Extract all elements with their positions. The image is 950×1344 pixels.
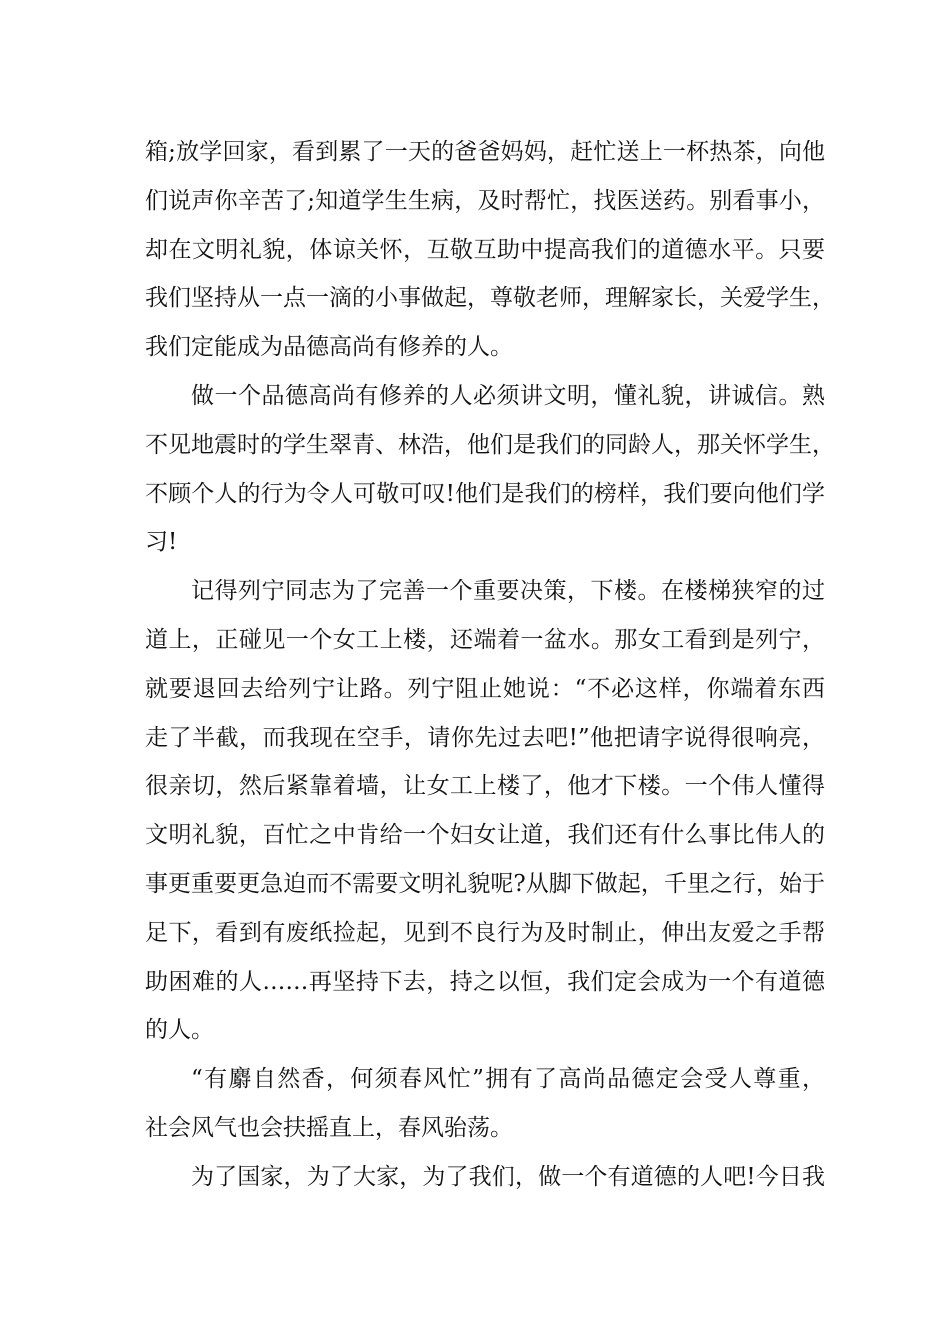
text-line: 道上，正碰见一个女工上楼，还端着一盆水。那女工看到是列宁，	[145, 626, 825, 653]
text-line: 走了半截，而我现在空手，请你先过去吧!”他把请字说得很响亮，	[145, 724, 825, 751]
text-line: 习!	[145, 529, 178, 556]
text-line: 我们定能成为品德高尚有修养的人。	[145, 334, 513, 361]
text-line: 很亲切，然后紧靠着墙，让女工上楼了，他才下楼。一个伟人懂得	[145, 773, 825, 800]
text-line: 记得列宁同志为了完善一个重要决策，下楼。在楼梯狭窄的过	[191, 578, 825, 605]
text-line: 足下，看到有废纸捡起，见到不良行为及时制止，伸出友爱之手帮	[145, 919, 825, 946]
text-line: 箱;放学回家，看到累了一天的爸爸妈妈，赶忙送上一杯热茶，向他	[145, 139, 825, 165]
text-line: 事更重要更急迫而不需要文明礼貌呢?从脚下做起，千里之行，始于	[145, 870, 825, 897]
text-line: 文明礼貌，百忙之中肯给一个妇女让道，我们还有什么事比伟人的	[145, 822, 825, 849]
text-line: 不见地震时的学生翠青、林浩，他们是我们的同龄人，那关怀学生，	[145, 431, 835, 458]
text-line: 却在文明礼貌，体谅关怀，互敬互助中提高我们的道德水平。只要	[145, 236, 825, 263]
text-line: 为了国家，为了大家，为了我们，做一个有道德的人吧!今日我	[191, 1163, 825, 1190]
text-line: 不顾个人的行为令人可敬可叹!他们是我们的榜样，我们要向他们学	[145, 480, 825, 507]
text-line: 我们坚持从一点一滴的小事做起，尊敬老师，理解家长，关爱学生，	[145, 285, 835, 312]
text-line: 们说声你辛苦了;知道学生生病，及时帮忙，找医送药。别看事小，	[145, 187, 825, 214]
document-body-text	[145, 128, 835, 1202]
text-line: “有麝自然香，何须春风忙”拥有了高尚品德定会受人尊重，	[191, 1066, 825, 1093]
text-line: 就要退回去给列宁让路。列宁阻止她说：“不必这样，你端着东西	[145, 675, 825, 702]
text-line: 社会风气也会扶摇直上，春风骀荡。	[145, 1114, 513, 1141]
text-line: 助困难的人……再坚持下去，持之以恒，我们定会成为一个有道德	[145, 968, 825, 995]
text-line: 的人。	[145, 1017, 214, 1044]
text-line: 做一个品德高尚有修养的人必须讲文明，懂礼貌，讲诚信。熟	[191, 382, 825, 409]
